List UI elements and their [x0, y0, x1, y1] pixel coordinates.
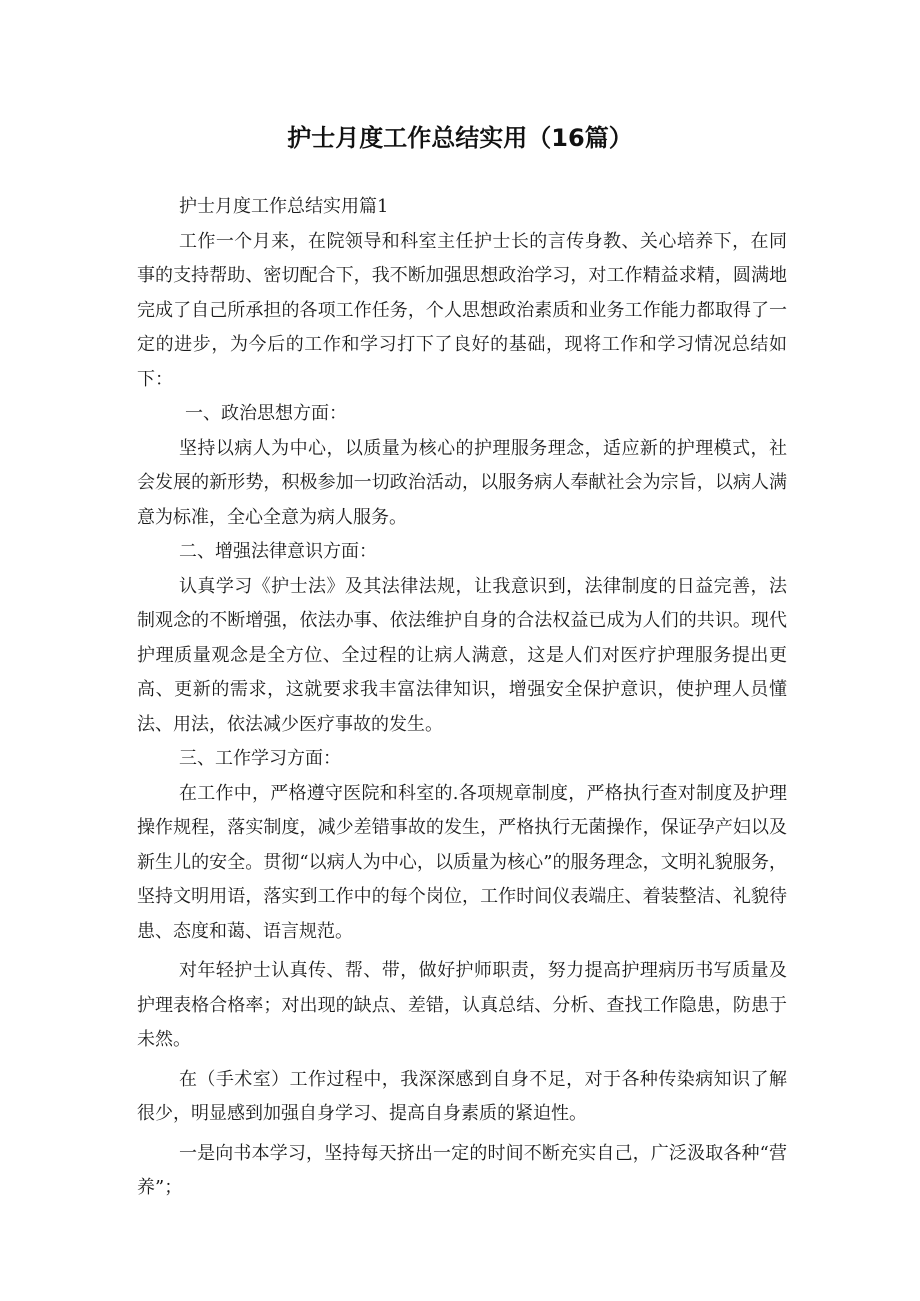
body-paragraph: 对年轻护士认真传、帮、带，做好护师职责，努力提高护理病历书写质量及护理表格合格率；对出现的缺点、差错，认真总结、分析、查找工作隐患，防患于未然。 [137, 960, 787, 1050]
body-paragraph: 在（手术室）工作过程中，我深深感到自身不足，对于各种传染病知识了解很少，明显感到加强自身学习、提高自身素质的紧迫性。 [137, 1068, 787, 1124]
section-heading: 三、工作学习方面： [179, 748, 341, 769]
body-paragraph: 在工作中，严格遵守医院和科室的.各项规章制度，严格执行查对制度及护理操作规程，落实制度，减少差错事故的发生，严格执行无菌操作，保证孕产妇以及新生儿的安全。贯彻“以病人为中心，以质量为核心”的服务理念，文明礼貌服务，坚持文明用语，落实到工作中的每个岗位，工作时间仪表端庄、着装整洁、礼貌待患、态度和蔼、语言规范。 [137, 782, 787, 942]
section-heading: 护士月度工作总结实用篇1 [179, 196, 389, 217]
body-paragraph: 认真学习《护士法》及其法律法规，让我意识到，法律制度的日益完善，法制观念的不断增强，依法办事、依法维护自身的合法权益已成为人们的共识。现代护理质量观念是全方位、全过程的让病人满意，这是人们对医疗护理服务提出更高、更新的需求，这就要求我丰富法律知识，增强安全保护意识，使护理人员懂法、用法，依法减少医疗事故的发生。 [137, 575, 787, 735]
body-paragraph: 一是向书本学习，坚持每天挤出一定的时间不断充实自己，广泛汲取各种“营养”； [137, 1142, 787, 1198]
body-paragraph: 工作一个月来，在院领导和科室主任护士长的言传身教、关心培养下，在同事的支持帮助、密切配合下，我不断加强思想政治学习，对工作精益求精，圆满地完成了自己所承担的各项工作任务，个人思想政治素质和业务工作能力都取得了一定的进步，为今后的工作和学习打下了良好的基础，现将工作和学习情况总结如下： [137, 230, 787, 390]
document-body [137, 190, 787, 1206]
section-heading: 一、政治思想方面： [185, 403, 347, 424]
document-title: 护士月度工作总结实用（16篇） [287, 124, 633, 152]
section-heading: 二、增强法律意识方面： [179, 541, 377, 562]
body-paragraph: 坚持以病人为中心，以质量为核心的护理服务理念，适应新的护理模式，社会发展的新形势，积极参加一切政治活动，以服务病人奉献社会为宗旨，以病人满意为标准，全心全意为病人服务。 [137, 437, 787, 528]
